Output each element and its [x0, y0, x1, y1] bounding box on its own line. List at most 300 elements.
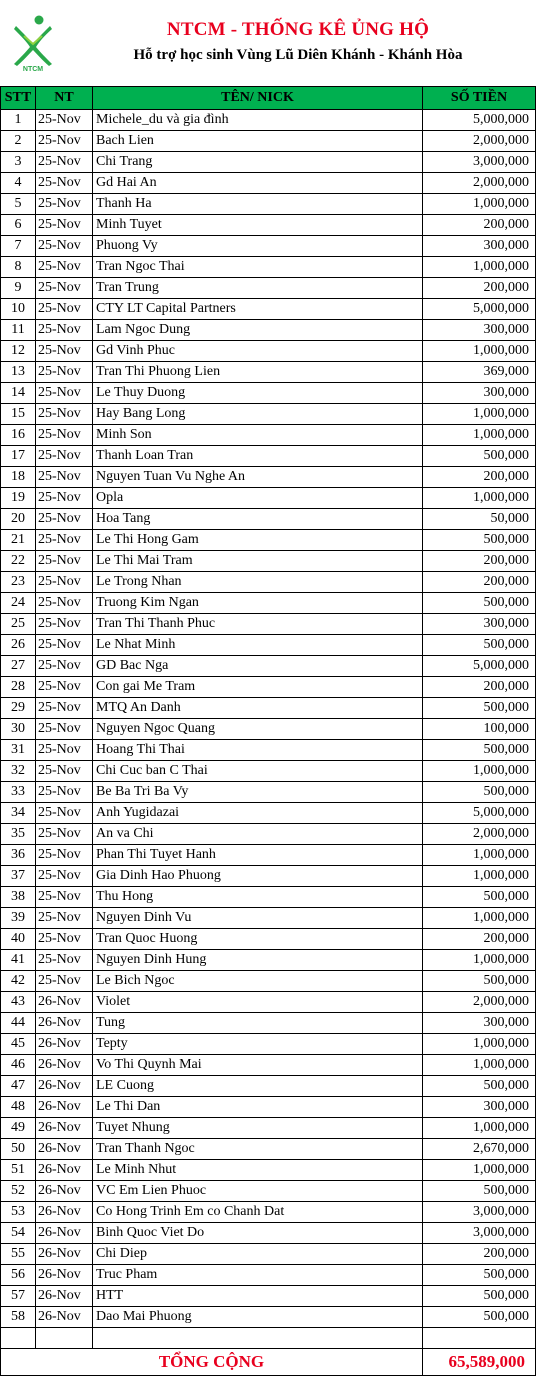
row-date: 26-Nov [36, 1076, 93, 1097]
row-stt: 6 [1, 215, 36, 236]
row-stt: 15 [1, 404, 36, 425]
row-name: Chi Trang [93, 152, 423, 173]
table-row [1, 488, 536, 509]
row-name: Tran Thanh Ngoc [93, 1139, 423, 1160]
row-date: 25-Nov [36, 740, 93, 761]
row-amount: 500,000 [423, 1181, 536, 1202]
row-name: Tung [93, 1013, 423, 1034]
row-stt: 31 [1, 740, 36, 761]
row-stt: 57 [1, 1286, 36, 1307]
row-stt: 10 [1, 299, 36, 320]
row-amount: 300,000 [423, 1013, 536, 1034]
table-row [1, 1286, 536, 1307]
row-date: 25-Nov [36, 425, 93, 446]
row-name: Thu Hong [93, 887, 423, 908]
total-row [1, 1349, 536, 1376]
row-amount: 500,000 [423, 446, 536, 467]
table-row [1, 467, 536, 488]
row-stt: 40 [1, 929, 36, 950]
row-stt: 36 [1, 845, 36, 866]
row-name: Le Thuy Duong [93, 383, 423, 404]
row-amount: 200,000 [423, 467, 536, 488]
table-row [1, 1244, 536, 1265]
table-row [1, 320, 536, 341]
row-date: 25-Nov [36, 929, 93, 950]
row-date: 25-Nov [36, 383, 93, 404]
row-name: Gd Vinh Phuc [93, 341, 423, 362]
row-stt: 43 [1, 992, 36, 1013]
row-amount: 5,000,000 [423, 299, 536, 320]
row-amount: 200,000 [423, 278, 536, 299]
table-row [1, 110, 536, 131]
row-date: 26-Nov [36, 1097, 93, 1118]
table-row [1, 656, 536, 677]
row-name: Hoang Thi Thai [93, 740, 423, 761]
row-stt: 19 [1, 488, 36, 509]
row-name: Bach Lien [93, 131, 423, 152]
row-name: Tran Trung [93, 278, 423, 299]
row-amount: 1,000,000 [423, 404, 536, 425]
row-stt: 51 [1, 1160, 36, 1181]
row-amount: 200,000 [423, 215, 536, 236]
table-row [1, 131, 536, 152]
row-stt: 2 [1, 131, 36, 152]
row-stt: 46 [1, 1055, 36, 1076]
table-row [1, 1160, 536, 1181]
row-amount: 200,000 [423, 677, 536, 698]
row-name: Chi Diep [93, 1244, 423, 1265]
row-amount: 5,000,000 [423, 110, 536, 131]
row-stt: 5 [1, 194, 36, 215]
row-date: 25-Nov [36, 446, 93, 467]
row-name: Co Hong Trinh Em co Chanh Dat [93, 1202, 423, 1223]
column-header-stt: STT [1, 87, 36, 110]
row-stt: 32 [1, 761, 36, 782]
row-name: An va Chi [93, 824, 423, 845]
row-amount: 300,000 [423, 236, 536, 257]
row-amount: 1,000,000 [423, 257, 536, 278]
row-date: 25-Nov [36, 509, 93, 530]
row-date: 25-Nov [36, 761, 93, 782]
row-date: 25-Nov [36, 551, 93, 572]
row-amount: 2,000,000 [423, 173, 536, 194]
row-name: Vo Thi Quynh Mai [93, 1055, 423, 1076]
row-name: Anh Yugidazai [93, 803, 423, 824]
row-name: Le Bich Ngoc [93, 971, 423, 992]
row-date: 25-Nov [36, 530, 93, 551]
row-name: Tran Thi Phuong Lien [93, 362, 423, 383]
table-row [1, 677, 536, 698]
table-row [1, 887, 536, 908]
table-row [1, 971, 536, 992]
row-date: 26-Nov [36, 1223, 93, 1244]
row-name: Binh Quoc Viet Do [93, 1223, 423, 1244]
row-amount: 300,000 [423, 1097, 536, 1118]
svg-text:NTCM: NTCM [22, 66, 44, 72]
table-row [1, 950, 536, 971]
row-amount: 369,000 [423, 362, 536, 383]
row-date: 25-Nov [36, 803, 93, 824]
row-stt: 8 [1, 257, 36, 278]
table-row [1, 194, 536, 215]
row-date: 25-Nov [36, 866, 93, 887]
row-date: 25-Nov [36, 488, 93, 509]
row-date: 25-Nov [36, 236, 93, 257]
row-stt: 54 [1, 1223, 36, 1244]
row-date: 25-Nov [36, 320, 93, 341]
page-subtitle: Hỗ trợ học sinh Vùng Lũ Diên Khánh - Khánh Hòa [133, 47, 463, 63]
row-date: 26-Nov [36, 1034, 93, 1055]
row-stt: 56 [1, 1265, 36, 1286]
row-stt: 55 [1, 1244, 36, 1265]
row-date: 25-Nov [36, 782, 93, 803]
row-name: Nguyen Dinh Vu [93, 908, 423, 929]
row-date: 25-Nov [36, 635, 93, 656]
table-row [1, 719, 536, 740]
table-row [1, 551, 536, 572]
row-date: 26-Nov [36, 1139, 93, 1160]
row-amount: 500,000 [423, 887, 536, 908]
row-amount: 500,000 [423, 530, 536, 551]
row-date: 25-Nov [36, 173, 93, 194]
row-stt: 26 [1, 635, 36, 656]
row-stt: 23 [1, 572, 36, 593]
donation-table [0, 86, 536, 1376]
table-row [1, 1223, 536, 1244]
row-amount: 200,000 [423, 929, 536, 950]
row-stt: 58 [1, 1307, 36, 1328]
row-stt: 7 [1, 236, 36, 257]
row-date: 26-Nov [36, 1265, 93, 1286]
row-amount: 2,000,000 [423, 131, 536, 152]
row-name: Hay Bang Long [93, 404, 423, 425]
row-date: 25-Nov [36, 404, 93, 425]
table-row [1, 1307, 536, 1328]
row-date: 25-Nov [36, 950, 93, 971]
row-name: Nguyen Dinh Hung [93, 950, 423, 971]
row-name: Hoa Tang [93, 509, 423, 530]
row-amount: 1,000,000 [423, 488, 536, 509]
row-stt: 27 [1, 656, 36, 677]
row-date: 25-Nov [36, 908, 93, 929]
row-amount: 500,000 [423, 1265, 536, 1286]
row-amount: 500,000 [423, 782, 536, 803]
row-stt: 44 [1, 1013, 36, 1034]
row-name: Opla [93, 488, 423, 509]
row-stt: 11 [1, 320, 36, 341]
row-stt: 12 [1, 341, 36, 362]
row-name: Truc Pham [93, 1265, 423, 1286]
row-name: Be Ba Tri Ba Vy [93, 782, 423, 803]
table-header-row [1, 87, 536, 110]
table-row [1, 761, 536, 782]
row-date: 25-Nov [36, 698, 93, 719]
row-date: 26-Nov [36, 1118, 93, 1139]
row-amount: 3,000,000 [423, 152, 536, 173]
row-date: 25-Nov [36, 362, 93, 383]
table-row [1, 782, 536, 803]
row-stt: 48 [1, 1097, 36, 1118]
row-date: 26-Nov [36, 1286, 93, 1307]
row-amount: 300,000 [423, 614, 536, 635]
row-date: 25-Nov [36, 593, 93, 614]
row-amount: 1,000,000 [423, 1160, 536, 1181]
row-date: 26-Nov [36, 1244, 93, 1265]
row-stt: 3 [1, 152, 36, 173]
row-stt: 47 [1, 1076, 36, 1097]
row-date: 26-Nov [36, 1202, 93, 1223]
row-amount: 1,000,000 [423, 1034, 536, 1055]
row-name: Minh Son [93, 425, 423, 446]
row-amount: 1,000,000 [423, 950, 536, 971]
row-date: 26-Nov [36, 1160, 93, 1181]
row-amount: 1,000,000 [423, 1055, 536, 1076]
row-date: 25-Nov [36, 971, 93, 992]
row-amount: 500,000 [423, 698, 536, 719]
row-amount: 200,000 [423, 1244, 536, 1265]
row-name: Thanh Ha [93, 194, 423, 215]
table-row [1, 1265, 536, 1286]
row-date: 25-Nov [36, 341, 93, 362]
row-date: 25-Nov [36, 572, 93, 593]
row-name: HTT [93, 1286, 423, 1307]
row-stt: 33 [1, 782, 36, 803]
row-name: Violet [93, 992, 423, 1013]
row-name: Le Thi Dan [93, 1097, 423, 1118]
row-stt: 50 [1, 1139, 36, 1160]
blank-cell [93, 1328, 423, 1349]
row-name: VC Em Lien Phuoc [93, 1181, 423, 1202]
blank-cell [1, 1328, 36, 1349]
row-stt: 45 [1, 1034, 36, 1055]
row-name: Le Thi Mai Tram [93, 551, 423, 572]
table-row [1, 299, 536, 320]
row-date: 25-Nov [36, 257, 93, 278]
row-name: Minh Tuyet [93, 215, 423, 236]
row-name: Tran Thi Thanh Phuc [93, 614, 423, 635]
row-stt: 22 [1, 551, 36, 572]
row-amount: 3,000,000 [423, 1223, 536, 1244]
table-row [1, 509, 536, 530]
row-name: LE Cuong [93, 1076, 423, 1097]
row-stt: 39 [1, 908, 36, 929]
row-amount: 2,670,000 [423, 1139, 536, 1160]
column-header-nt: NT [36, 87, 93, 110]
table-row [1, 1139, 536, 1160]
column-header-name: TÊN/ NICK [93, 87, 423, 110]
row-stt: 17 [1, 446, 36, 467]
row-stt: 38 [1, 887, 36, 908]
row-date: 25-Nov [36, 719, 93, 740]
row-name: Thanh Loan Tran [93, 446, 423, 467]
row-stt: 42 [1, 971, 36, 992]
row-name: Tuyet Nhung [93, 1118, 423, 1139]
table-row [1, 698, 536, 719]
row-amount: 5,000,000 [423, 803, 536, 824]
row-amount: 500,000 [423, 1076, 536, 1097]
table-row [1, 929, 536, 950]
row-stt: 20 [1, 509, 36, 530]
row-name: Con gai Me Tram [93, 677, 423, 698]
table-row [1, 383, 536, 404]
row-stt: 1 [1, 110, 36, 131]
table-row [1, 1055, 536, 1076]
row-stt: 16 [1, 425, 36, 446]
row-amount: 500,000 [423, 971, 536, 992]
blank-cell [423, 1328, 536, 1349]
table-row [1, 572, 536, 593]
row-amount: 500,000 [423, 635, 536, 656]
row-name: CTY LT Capital Partners [93, 299, 423, 320]
table-row [1, 404, 536, 425]
row-date: 26-Nov [36, 1181, 93, 1202]
row-name: Le Nhat Minh [93, 635, 423, 656]
row-amount: 5,000,000 [423, 656, 536, 677]
row-name: Phan Thi Tuyet Hanh [93, 845, 423, 866]
table-row [1, 1013, 536, 1034]
row-amount: 200,000 [423, 572, 536, 593]
row-date: 26-Nov [36, 1013, 93, 1034]
row-date: 25-Nov [36, 467, 93, 488]
row-date: 25-Nov [36, 152, 93, 173]
row-stt: 30 [1, 719, 36, 740]
table-row [1, 845, 536, 866]
row-amount: 500,000 [423, 1307, 536, 1328]
table-row [1, 215, 536, 236]
row-date: 25-Nov [36, 131, 93, 152]
row-date: 26-Nov [36, 1055, 93, 1076]
table-row [1, 740, 536, 761]
row-amount: 1,000,000 [423, 866, 536, 887]
ntcm-logo-icon [12, 14, 54, 72]
row-name: Gd Hai An [93, 173, 423, 194]
row-amount: 1,000,000 [423, 425, 536, 446]
row-amount: 2,000,000 [423, 992, 536, 1013]
row-stt: 14 [1, 383, 36, 404]
row-stt: 34 [1, 803, 36, 824]
row-amount: 3,000,000 [423, 1202, 536, 1223]
row-date: 25-Nov [36, 194, 93, 215]
row-name: MTQ An Danh [93, 698, 423, 719]
table-row [1, 362, 536, 383]
row-stt: 18 [1, 467, 36, 488]
row-name: Le Thi Hong Gam [93, 530, 423, 551]
row-amount: 500,000 [423, 593, 536, 614]
row-amount: 1,000,000 [423, 1118, 536, 1139]
row-stt: 35 [1, 824, 36, 845]
row-amount: 1,000,000 [423, 194, 536, 215]
table-row [1, 866, 536, 887]
row-name: Nguyen Tuan Vu Nghe An [93, 467, 423, 488]
table-row [1, 1076, 536, 1097]
table-row [1, 446, 536, 467]
row-stt: 41 [1, 950, 36, 971]
row-amount: 1,000,000 [423, 761, 536, 782]
table-row [1, 992, 536, 1013]
row-name: Le Trong Nhan [93, 572, 423, 593]
report-header [0, 0, 536, 86]
row-date: 26-Nov [36, 1307, 93, 1328]
table-row [1, 614, 536, 635]
row-stt: 4 [1, 173, 36, 194]
table-row [1, 236, 536, 257]
row-amount: 200,000 [423, 551, 536, 572]
row-amount: 2,000,000 [423, 824, 536, 845]
column-header-amount: SỐ TIỀN [423, 87, 536, 110]
row-amount: 100,000 [423, 719, 536, 740]
table-row [1, 530, 536, 551]
table-row [1, 341, 536, 362]
total-amount: 65,589,000 [423, 1349, 536, 1376]
row-name: Tran Quoc Huong [93, 929, 423, 950]
row-amount: 300,000 [423, 383, 536, 404]
table-row [1, 803, 536, 824]
row-name: GD Bac Nga [93, 656, 423, 677]
row-stt: 13 [1, 362, 36, 383]
row-date: 26-Nov [36, 992, 93, 1013]
total-label: TỔNG CỘNG [1, 1349, 423, 1376]
table-row [1, 593, 536, 614]
table-row [1, 1097, 536, 1118]
row-amount: 500,000 [423, 1286, 536, 1307]
row-name: Tepty [93, 1034, 423, 1055]
table-row [1, 1118, 536, 1139]
page-title: NTCM - THỐNG KÊ ỦNG HỘ [166, 19, 430, 40]
row-stt: 52 [1, 1181, 36, 1202]
blank-row [1, 1328, 536, 1349]
row-stt: 28 [1, 677, 36, 698]
row-date: 25-Nov [36, 299, 93, 320]
row-amount: 300,000 [423, 320, 536, 341]
row-name: Michele_du và gia đình [93, 110, 423, 131]
table-body [1, 110, 536, 1328]
row-stt: 29 [1, 698, 36, 719]
row-name: Lam Ngoc Dung [93, 320, 423, 341]
row-stt: 49 [1, 1118, 36, 1139]
row-name: Phuong Vy [93, 236, 423, 257]
row-name: Le Minh Nhut [93, 1160, 423, 1181]
row-date: 25-Nov [36, 845, 93, 866]
row-date: 25-Nov [36, 278, 93, 299]
row-date: 25-Nov [36, 677, 93, 698]
table-row [1, 908, 536, 929]
table-row [1, 1034, 536, 1055]
table-row [1, 1181, 536, 1202]
row-date: 25-Nov [36, 614, 93, 635]
table-row [1, 257, 536, 278]
row-name: Gia Dinh Hao Phuong [93, 866, 423, 887]
row-stt: 53 [1, 1202, 36, 1223]
row-name: Nguyen Ngoc Quang [93, 719, 423, 740]
row-amount: 1,000,000 [423, 908, 536, 929]
row-amount: 50,000 [423, 509, 536, 530]
row-date: 25-Nov [36, 110, 93, 131]
row-amount: 1,000,000 [423, 341, 536, 362]
row-date: 25-Nov [36, 656, 93, 677]
row-stt: 37 [1, 866, 36, 887]
row-name: Chi Cuc ban C Thai [93, 761, 423, 782]
table-row [1, 824, 536, 845]
row-date: 25-Nov [36, 824, 93, 845]
row-name: Truong Kim Ngan [93, 593, 423, 614]
row-amount: 500,000 [423, 740, 536, 761]
row-name: Dao Mai Phuong [93, 1307, 423, 1328]
row-stt: 9 [1, 278, 36, 299]
row-date: 25-Nov [36, 215, 93, 236]
table-row [1, 152, 536, 173]
table-row [1, 635, 536, 656]
table-row [1, 1202, 536, 1223]
